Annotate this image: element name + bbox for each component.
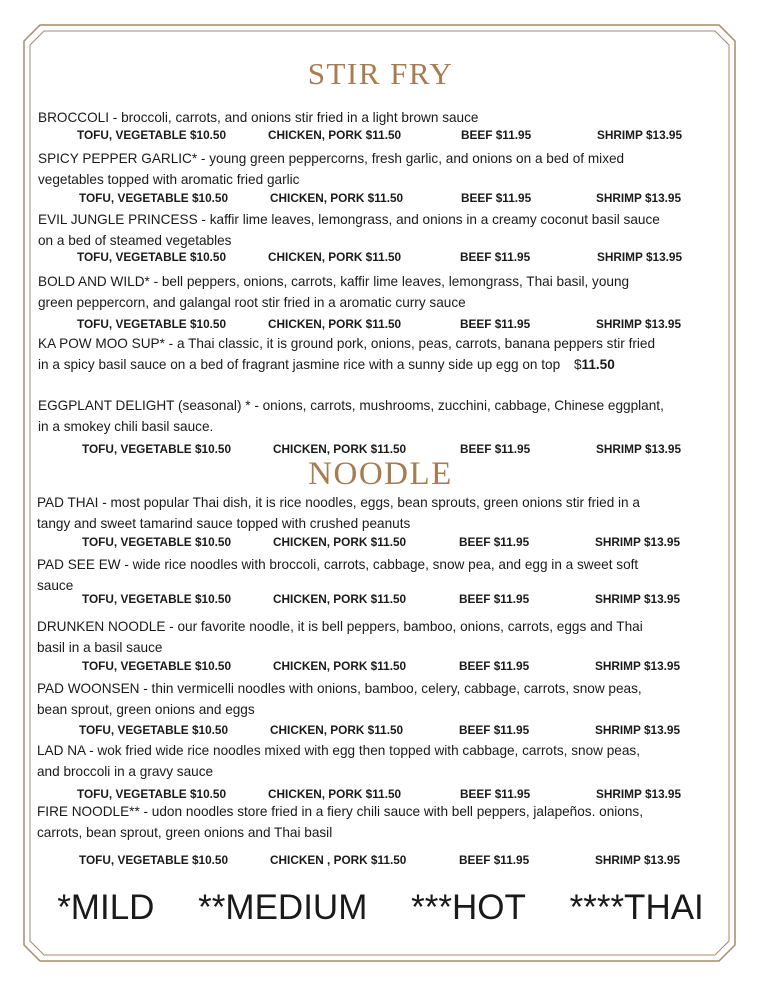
item-description	[38, 354, 738, 375]
price-shrimp: SHRIMP $13.95	[596, 317, 682, 331]
price-chicken-pork: CHICKEN, PORK $11.50	[273, 535, 407, 549]
menu-item-pad-thai	[37, 492, 737, 534]
price-value: 11.50	[581, 357, 615, 372]
price-chicken-pork: CHICKEN, PORK $11.50	[268, 128, 402, 142]
item-description: PAD WOONSEN - thin vermicelli noodles with onions, bamboo, celery, cabbage, carrots, snow peas,	[37, 681, 642, 696]
menu-item-drunken-noodle	[37, 616, 737, 658]
menu-item-evil-jungle-princess	[38, 209, 738, 251]
price-tofu: TOFU, VEGETABLE $10.50	[79, 191, 229, 205]
price-chicken-pork: CHICKEN, PORK $11.50	[273, 659, 407, 673]
price-chicken-pork: CHICKEN , PORK $11.50	[270, 853, 407, 867]
price-tofu: TOFU, VEGETABLE $10.50	[77, 250, 227, 264]
item-description: sauce	[37, 578, 74, 593]
item-description: vegetables topped with aromatic fried garlic	[38, 172, 300, 187]
item-description: basil in a basil sauce	[37, 640, 163, 655]
item-description: in a smokey chili basil sauce.	[38, 419, 214, 434]
legend-medium: **MEDIUM	[198, 888, 368, 927]
menu-item-pad-see-ew	[37, 554, 737, 596]
price-chicken-pork: CHICKEN, PORK $11.50	[268, 250, 402, 264]
item-description: EVIL JUNGLE PRINCESS - kaffir lime leaves, lemongrass, and onions in a creamy coconut basil sauce	[38, 212, 660, 227]
item-description: bean sprout, green onions and eggs	[37, 702, 255, 717]
price-shrimp: SHRIMP $13.95	[595, 659, 681, 673]
item-description: BROCCOLI - broccoli, carrots, and onions stir fried in a light brown sauce	[38, 110, 479, 125]
menu-item-pad-woonsen	[37, 678, 737, 720]
price-beef: BEEF $11.95	[460, 442, 531, 456]
price-prefix: $	[573, 357, 582, 372]
price-beef: BEEF $11.95	[459, 853, 530, 867]
legend-hot: ***HOT	[411, 888, 526, 927]
stir-fry-heading: STIR FRY	[307, 56, 454, 91]
price-shrimp: SHRIMP $13.95	[595, 535, 681, 549]
price-tofu: TOFU, VEGETABLE $10.50	[77, 317, 227, 331]
menu-item-eggplant-delight	[38, 395, 738, 437]
legend-thai: ****THAI	[569, 888, 704, 927]
item-description: DRUNKEN NOODLE - our favorite noodle, it is bell peppers, bamboo, onions, carrots, eggs and Thai	[37, 619, 643, 634]
item-description: carrots, bean sprout, green onions and Thai basil	[37, 825, 333, 840]
price-shrimp: SHRIMP $13.95	[597, 250, 683, 264]
price-shrimp: SHRIMP $13.95	[596, 787, 682, 801]
price-shrimp: SHRIMP $13.95	[596, 442, 682, 456]
item-description: green peppercorn, and galangal root stir fried in a aromatic curry sauce	[38, 295, 466, 310]
price-tofu: TOFU, VEGETABLE $10.50	[77, 128, 227, 142]
item-description: tangy and sweet tamarind sauce topped with crushed peanuts	[37, 516, 411, 531]
item-description: KA POW MOO SUP* - a Thai classic, it is ground pork, onions, peas, carrots, banana peppers stir fried	[38, 336, 656, 351]
price-beef: BEEF $11.95	[461, 128, 532, 142]
item-description-text: in a spicy basil sauce on a bed of fragrant jasmine rice with a sunny side up egg on top	[38, 357, 561, 372]
price-shrimp: SHRIMP $13.95	[596, 191, 682, 205]
price-beef: BEEF $11.95	[459, 723, 530, 737]
price-chicken-pork: CHICKEN, PORK $11.50	[270, 191, 404, 205]
noodle-heading: NOODLE	[308, 456, 453, 492]
item-description: SPICY PEPPER GARLIC* - young green peppercorns, fresh garlic, and onions on a bed of mixed	[38, 151, 625, 166]
item-description: EGGPLANT DELIGHT (seasonal) * - onions, carrots, mushrooms, zucchini, cabbage, Chinese eggplant,	[38, 398, 664, 413]
legend-mild: *MILD	[57, 888, 155, 927]
item-price	[574, 357, 615, 372]
price-beef: BEEF $11.95	[460, 317, 531, 331]
price-shrimp: SHRIMP $13.95	[595, 853, 681, 867]
item-description: FIRE NOODLE** - udon noodles store fried in a fiery chili sauce with bell peppers, jalapeños. onions,	[37, 804, 643, 819]
item-description: and broccoli in a gravy sauce	[37, 764, 214, 779]
price-tofu: TOFU, VEGETABLE $10.50	[82, 442, 232, 456]
menu-item-lad-na	[37, 740, 737, 782]
price-beef: BEEF $11.95	[461, 191, 532, 205]
menu-item-bold-and-wild	[38, 271, 738, 313]
menu-item-ka-pow-moo-sup	[38, 333, 738, 375]
price-beef: BEEF $11.95	[460, 250, 531, 264]
price-beef: BEEF $11.95	[459, 659, 530, 673]
spice-legend	[0, 888, 761, 928]
price-shrimp: SHRIMP $13.95	[595, 723, 681, 737]
price-shrimp: SHRIMP $13.95	[597, 128, 683, 142]
item-description: LAD NA - wok fried wide rice noodles mixed with egg then topped with cabbage, carrots, snow peas,	[37, 743, 640, 758]
price-beef: BEEF $11.95	[459, 535, 530, 549]
price-tofu: TOFU, VEGETABLE $10.50	[79, 723, 229, 737]
price-tofu: TOFU, VEGETABLE $10.50	[82, 592, 232, 606]
price-chicken-pork: CHICKEN, PORK $11.50	[268, 317, 402, 331]
price-beef: BEEF $11.95	[460, 787, 531, 801]
price-tofu: TOFU, VEGETABLE $10.50	[79, 853, 229, 867]
menu-item-broccoli	[38, 107, 738, 128]
price-chicken-pork: CHICKEN, PORK $11.50	[270, 723, 404, 737]
item-description: BOLD AND WILD* - bell peppers, onions, carrots, kaffir lime leaves, lemongrass, Thai basil, young	[38, 274, 630, 289]
price-tofu: TOFU, VEGETABLE $10.50	[77, 787, 227, 801]
item-description: PAD THAI - most popular Thai dish, it is rice noodles, eggs, bean sprouts, green onions stir fried in a	[37, 495, 640, 510]
price-shrimp: SHRIMP $13.95	[595, 592, 681, 606]
price-beef: BEEF $11.95	[459, 592, 530, 606]
item-description: on a bed of steamed vegetables	[38, 233, 232, 248]
price-chicken-pork: CHICKEN, PORK $11.50	[273, 442, 407, 456]
price-chicken-pork: CHICKEN, PORK $11.50	[268, 787, 402, 801]
price-tofu: TOFU, VEGETABLE $10.50	[82, 535, 232, 549]
price-tofu: TOFU, VEGETABLE $10.50	[82, 659, 232, 673]
item-description: PAD SEE EW - wide rice noodles with broccoli, carrots, cabbage, snow pea, and egg in a sweet soft	[37, 557, 639, 572]
menu-item-spicy-pepper-garlic	[38, 148, 738, 190]
price-chicken-pork: CHICKEN, PORK $11.50	[273, 592, 407, 606]
menu-item-fire-noodle	[37, 801, 737, 843]
